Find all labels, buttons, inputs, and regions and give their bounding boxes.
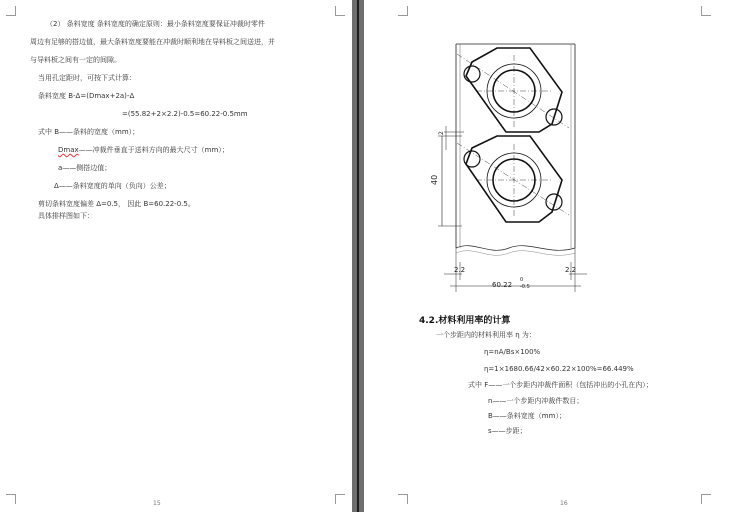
dim-width-tol-upper: 0 (520, 277, 524, 283)
dim-pitch: 40 (430, 174, 439, 185)
text-line: 与导料板之间有一定的间隙。 (30, 56, 121, 64)
page-number: 16 (560, 500, 568, 507)
stamped-part-lower (457, 136, 569, 222)
formula-line: =(55.82+2×2.2)-0.5=60.22-0.5mm (122, 110, 248, 118)
text-line (58, 145, 229, 155)
text-line: Δ——条料宽度的单向（负向）公差； (54, 182, 171, 190)
dim-width-tol-lower: -0.5 (520, 284, 530, 290)
text-line: 当用孔定距时，可按下式计算： (38, 74, 136, 82)
text-line: B——条料宽度（mm）； (488, 412, 566, 420)
crop-mark (6, 494, 16, 504)
dim-width: 60.22 (492, 281, 513, 289)
text-line: 式中 F——一个步距内冲裁件面积（包括冲出的小孔在内）； (468, 381, 653, 389)
dim-side-right: 2.2 (565, 266, 577, 274)
text-line: s——步距； (488, 427, 527, 435)
crop-mark (398, 494, 408, 504)
page-number: 15 (153, 500, 161, 507)
text-line: n——一个步距内冲裁件数目； (488, 397, 584, 405)
page-divider (357, 0, 359, 512)
page-16 (364, 0, 751, 512)
formula-line: η=nA/Bs×100% (484, 348, 541, 356)
text-line: 具体排样图如下： (38, 212, 94, 220)
text-line: 剪切条料宽度偏差 Δ=0.5， 因此 B=60.22-0.5。 (38, 200, 195, 208)
crop-mark (701, 494, 711, 504)
dim-side-left: 2.2 (454, 266, 466, 274)
dim-small: 2 (438, 131, 445, 135)
text-line: 式中 B——条料的宽度（mm）； (38, 128, 140, 136)
crop-mark (335, 494, 345, 504)
formula-line: 条料宽度 B-Δ=(Dmax+2a)-Δ (38, 92, 135, 100)
strip-layout-drawing (364, 0, 751, 300)
text-line: 周边有足够的搭边值，最大条料宽度要能在冲裁时顺利地在导料板之间送进，并 (30, 38, 275, 46)
section-heading: 4.2.材料利用率的计算 (419, 316, 511, 326)
formula-line: η=1×1680.66/42×60.22×100%=66.449% (484, 365, 634, 373)
text-line: 一个步距内的材料利用率 η 为： (436, 331, 536, 339)
text-line: a——侧搭边值； (58, 164, 112, 172)
dmax-word: Dmax (58, 146, 79, 154)
crop-mark (335, 6, 345, 16)
crop-mark (6, 6, 16, 16)
stamped-part-upper (457, 48, 569, 132)
text-line: （2） 条料宽度 条料宽度的确定原则：最小条料宽度要保证冲裁时零件 (46, 20, 265, 28)
page-15 (0, 0, 352, 512)
text-fragment: ——冲裁件垂直于送料方向的最大尺寸（mm）； (78, 146, 229, 154)
